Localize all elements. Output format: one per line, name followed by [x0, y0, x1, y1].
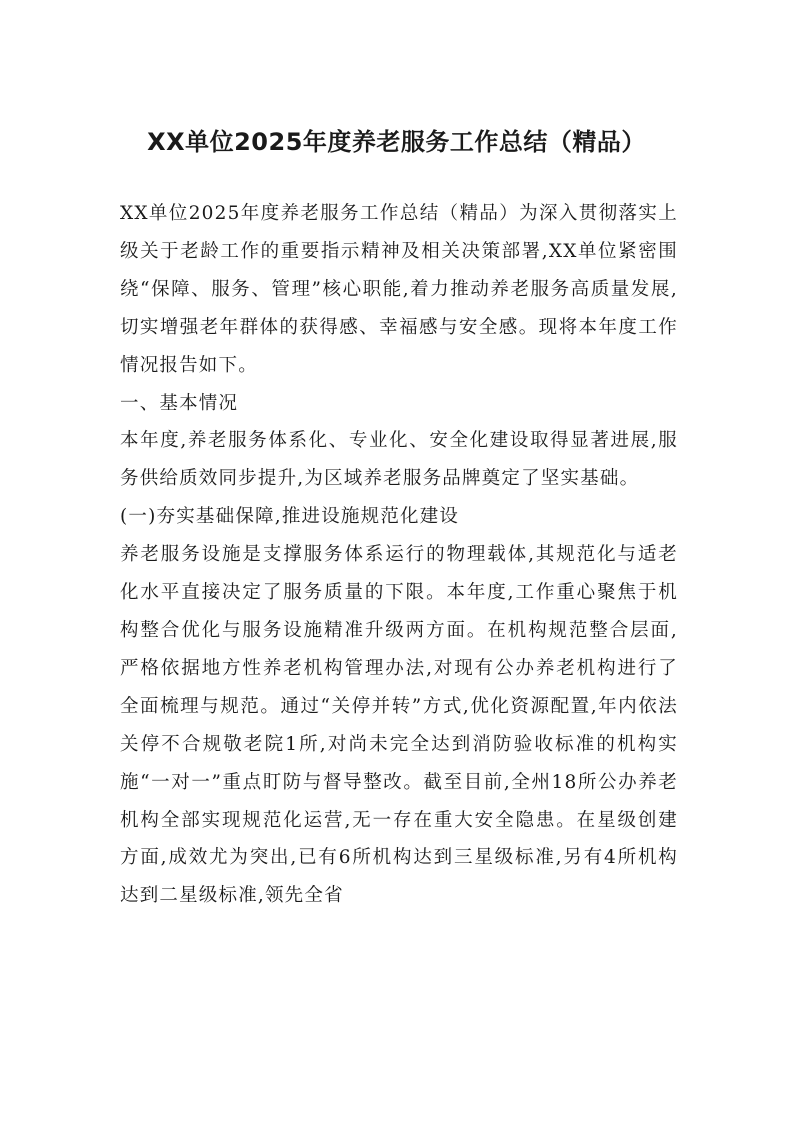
intro-paragraph: XX单位2025年度养老服务工作总结（精品）为深入贯彻落实上级关于老龄工作的重要指示精神及相关决策部署,XX单位紧密围绕“保障、服务、管理”核心职能,着力推动养老服务高质量发展,切实增强老年群体的获得感、幸福感与安全感。现将本年度工作情况报告如下。 — [120, 203, 678, 376]
document-body — [120, 195, 678, 915]
subsection-heading-facilities: (一)夯实基础保障,推进设施规范化建设 — [120, 506, 460, 528]
document-title: XX单位2025年度养老服务工作总结（精品） — [147, 128, 646, 156]
section-heading-basic-situation: 一、基本情况 — [120, 392, 239, 414]
basic-situation-paragraph: 本年度,养老服务体系化、专业化、安全化建设取得显著进展,服务供给质效同步提升,为区域养老服务品牌奠定了坚实基础。 — [120, 430, 678, 490]
facilities-paragraph: 养老服务设施是支撑服务体系运行的物理载体,其规范化与适老化水平直接决定了服务质量的下限。本年度,工作重心聚焦于机构整合优化与服务设施精准升级两方面。在机构规范整合层面,严格依据地方性养老机构管理办法,对现有公办养老机构进行了全面梳理与规范。通过“关停并转”方式,优化资源配置,年内依法关停不合规敬老院1所,对尚未完全达到消防验收标准的机构实施“一对一”重点盯防与督导整改。截至目前,全州18所公办养老机构全部实现规范化运营,无一存在重大安全隐患。在星级创建方面,成效尤为突出,已有6所机构达到三星级标准,另有4所机构达到二星级标准,领先全省 — [120, 544, 678, 907]
